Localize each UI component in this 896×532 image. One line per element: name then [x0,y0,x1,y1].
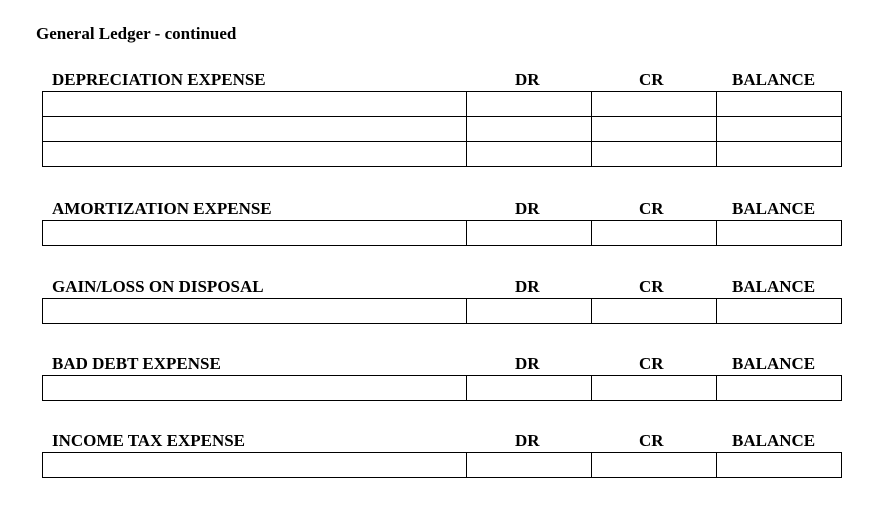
ledger-gain-loss-on-disposal [42,276,841,324]
dr-column-label: DR [515,277,540,296]
ledger-table [42,452,842,478]
cr-column-label: CR [639,70,664,89]
table-row [43,453,842,478]
balance-cell[interactable] [717,453,842,478]
table-row [43,142,842,167]
description-cell[interactable] [43,117,467,142]
dr-cell[interactable] [467,453,592,478]
balance-cell[interactable] [717,117,842,142]
account-name: AMORTIZATION EXPENSE [52,199,272,218]
ledger-header [42,198,841,220]
ledger-table [42,91,842,167]
cr-cell[interactable] [592,299,717,324]
balance-cell[interactable] [717,92,842,117]
dr-cell[interactable] [467,142,592,167]
dr-column-label: DR [515,431,540,450]
balance-cell[interactable] [717,376,842,401]
table-row [43,376,842,401]
description-cell[interactable] [43,453,467,478]
ledger-amortization-expense [42,198,841,246]
ledger-table [42,298,842,324]
dr-cell[interactable] [467,221,592,246]
dr-column-label: DR [515,199,540,218]
account-name: DEPRECIATION EXPENSE [52,70,266,89]
account-name: GAIN/LOSS ON DISPOSAL [52,277,264,296]
cr-cell[interactable] [592,92,717,117]
balance-cell[interactable] [717,142,842,167]
dr-column-label: DR [515,70,540,89]
cr-cell[interactable] [592,221,717,246]
balance-cell[interactable] [717,299,842,324]
balance-column-label: BALANCE [732,199,816,218]
balance-column-label: BALANCE [732,431,816,450]
cr-column-label: CR [639,277,664,296]
cr-cell[interactable] [592,117,717,142]
ledger-header [42,276,841,298]
description-cell[interactable] [43,376,467,401]
dr-column-label: DR [515,354,540,373]
cr-column-label: CR [639,199,664,218]
account-name: BAD DEBT EXPENSE [52,354,221,373]
cr-column-label: CR [639,354,664,373]
ledger-header [42,430,841,452]
dr-cell[interactable] [467,376,592,401]
table-row [43,299,842,324]
ledger-header [42,353,841,375]
account-name: INCOME TAX EXPENSE [52,431,246,450]
cr-cell[interactable] [592,376,717,401]
dr-cell[interactable] [467,92,592,117]
cr-cell[interactable] [592,142,717,167]
ledger-depreciation-expense [42,69,841,167]
ledger-table [42,220,842,246]
description-cell[interactable] [43,142,467,167]
balance-column-label: BALANCE [732,277,816,296]
table-row [43,221,842,246]
dr-cell[interactable] [467,299,592,324]
description-cell[interactable] [43,92,467,117]
page-title: General Ledger - continued [36,24,237,43]
balance-column-label: BALANCE [732,354,816,373]
table-row [43,117,842,142]
ledger-bad-debt-expense [42,353,841,401]
ledger-income-tax-expense [42,430,841,478]
ledger-header [42,69,841,91]
cr-cell[interactable] [592,453,717,478]
description-cell[interactable] [43,299,467,324]
table-row [43,92,842,117]
ledger-table [42,375,842,401]
balance-cell[interactable] [717,221,842,246]
dr-cell[interactable] [467,117,592,142]
cr-column-label: CR [639,431,664,450]
balance-column-label: BALANCE [732,70,816,89]
description-cell[interactable] [43,221,467,246]
